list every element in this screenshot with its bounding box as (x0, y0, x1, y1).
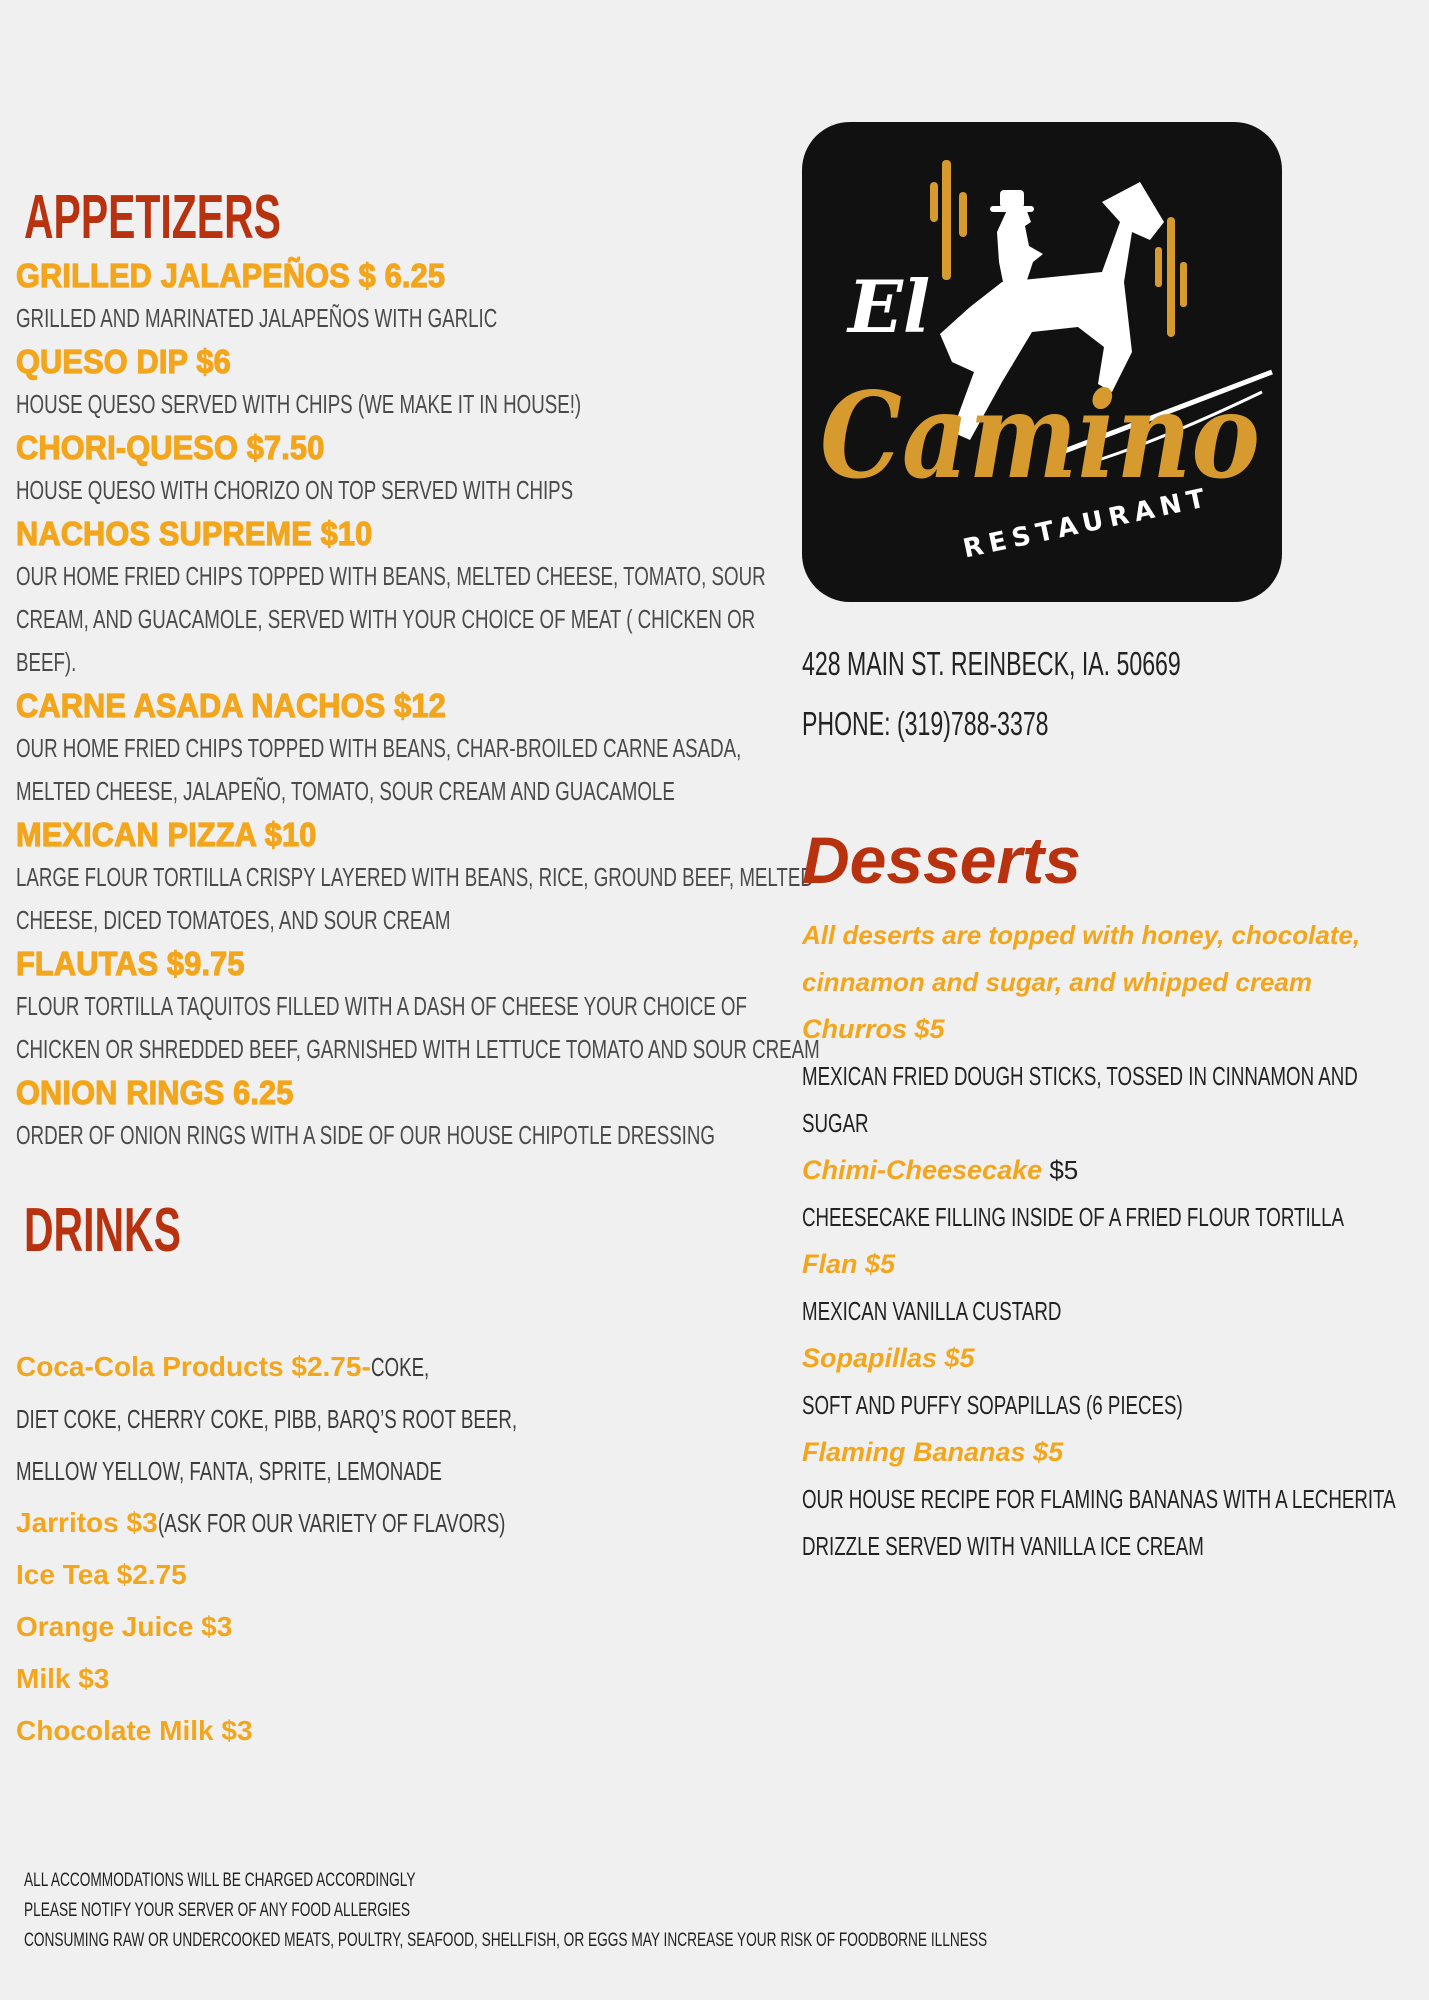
logo-word-el: El (848, 264, 931, 349)
appetizers-heading: APPETIZERS (24, 183, 281, 252)
drink-name: Coca-Cola Products $2.75- (16, 1351, 371, 1382)
appetizer-description: OUR HOME FRIED CHIPS TOPPED WITH BEANS, CHAR-BROILED CARNE ASADA, (16, 733, 742, 763)
appetizer-item (16, 942, 820, 1071)
appetizer-description: CHICKEN OR SHREDDED BEEF, GARNISHED WITH LETTUCE TOMATO AND SOUR CREAM (16, 1034, 820, 1064)
appetizer-item (16, 426, 786, 512)
appetizer-description: GRILLED AND MARINATED JALAPEÑOS WITH GARLIC (16, 303, 498, 333)
appetizer-description: ORDER OF ONION RINGS WITH A SIDE OF OUR HOUSE CHIPOTLE DRESSING (16, 1120, 715, 1150)
drink-item-jarritos (16, 1497, 776, 1549)
drink-item (16, 1601, 776, 1653)
appetizer-name: QUESO DIP $6 (16, 343, 231, 380)
drink-item (16, 1653, 776, 1705)
drink-item (16, 1549, 776, 1601)
dessert-name-text: Sopapillas $5 (802, 1343, 975, 1373)
drinks-heading: DRINKS (24, 1196, 181, 1265)
drink-name: Jarritos $3 (16, 1507, 158, 1538)
appetizer-name: MEXICAN PIZZA $10 (16, 816, 317, 853)
footer-line: PLEASE NOTIFY YOUR SERVER OF ANY FOOD ALLERGIES (24, 1900, 410, 1921)
drink-note-continued: DIET COKE, CHERRY COKE, PIBB, BARQ’S ROOT BEER, (16, 1404, 518, 1434)
drink-note-continued: MELLOW YELLOW, FANTA, SPRITE, LEMONADE (16, 1456, 442, 1486)
appetizer-description: OUR HOME FRIED CHIPS TOPPED WITH BEANS, MELTED CHEESE, TOMATO, SOUR (16, 561, 766, 591)
logo-word-restaurant: RESTAURANT (960, 482, 1214, 565)
drink-name: Chocolate Milk $3 (16, 1715, 253, 1746)
appetizer-item (16, 254, 786, 340)
footer-line: CONSUMING RAW OR UNDERCOOKED MEATS, POULTRY, SEAFOOD, SHELLFISH, OR EGGS MAY INCREASE YOUR RISK OF FOODBORNE ILLNESS (24, 1930, 988, 1951)
address-text: 428 MAIN ST. REINBECK, IA. 50669 (802, 645, 1181, 682)
appetizer-item (16, 340, 786, 426)
appetizer-name: FLAUTAS $9.75 (16, 945, 245, 982)
desserts-intro: All deserts are topped with honey, chocolate, cinnamon and sugar, and whipped cream (802, 920, 1361, 997)
horse-rider-logo-icon (802, 122, 1282, 602)
dessert-name-text: Flan $5 (802, 1249, 896, 1279)
appetizers-section (16, 182, 820, 1157)
dessert-description: SOFT AND PUFFY SOPAPILLAS (6 PIECES) (802, 1390, 1183, 1420)
dessert-name (802, 1429, 1402, 1476)
drink-list (16, 1549, 776, 1757)
appetizer-name: CARNE ASADA NACHOS $12 (16, 687, 446, 724)
footer-notes (24, 1866, 1362, 1956)
dessert-name (802, 1147, 1402, 1194)
desserts-list (802, 1006, 1402, 1570)
appetizer-item (16, 1071, 786, 1157)
appetizer-description: CHEESE, DICED TOMATOES, AND SOUR CREAM (16, 905, 451, 935)
dessert-description: DRIZZLE SERVED WITH VANILLA ICE CREAM (802, 1531, 1204, 1561)
dessert-name-text: Chimi-Cheesecake (802, 1155, 1043, 1185)
logo-word-camino: Camino (820, 366, 1260, 505)
dessert-name (802, 1006, 1402, 1053)
drink-name: Milk $3 (16, 1663, 110, 1694)
drink-name: Orange Juice $3 (16, 1611, 233, 1642)
dessert-price: $5 (1042, 1155, 1079, 1185)
appetizer-description: BEEF). (16, 647, 77, 677)
contact-info (802, 634, 1343, 754)
appetizer-item (16, 813, 814, 942)
appetizer-description: FLOUR TORTILLA TAQUITOS FILLED WITH A DASH OF CHEESE YOUR CHOICE OF (16, 991, 747, 1021)
dessert-description: SUGAR (802, 1108, 869, 1138)
drink-note: COKE, (370, 1352, 430, 1382)
appetizers-list (16, 254, 820, 1157)
dessert-description: OUR HOUSE RECIPE FOR FLAMING BANANAS WITH A LECHERITA (802, 1484, 1396, 1514)
appetizer-name: CHORI-QUESO $7.50 (16, 429, 325, 466)
drink-name: Ice Tea $2.75 (16, 1559, 187, 1590)
appetizer-name: ONION RINGS 6.25 (16, 1074, 294, 1111)
appetizer-name: NACHOS SUPREME $10 (16, 515, 373, 552)
dessert-description: CHEESECAKE FILLING INSIDE OF A FRIED FLOUR TORTILLA (802, 1202, 1344, 1232)
appetizer-description: CREAM, AND GUACAMOLE, SERVED WITH YOUR CHOICE OF MEAT ( CHICKEN OR (16, 604, 756, 634)
dessert-description: MEXICAN FRIED DOUGH STICKS, TOSSED IN CINNAMON AND (802, 1061, 1358, 1091)
drink-item (16, 1705, 776, 1757)
dessert-description: MEXICAN VANILLA CUSTARD (802, 1296, 1062, 1326)
restaurant-logo (802, 122, 1282, 602)
appetizer-description: MELTED CHEESE, JALAPEÑO, TOMATO, SOUR CREAM AND GUACAMOLE (16, 776, 675, 806)
dessert-name-text: Flaming Bananas $5 (802, 1437, 1064, 1467)
appetizer-description: LARGE FLOUR TORTILLA CRISPY LAYERED WITH BEANS, RICE, GROUND BEEF, MELTED (16, 862, 814, 892)
drinks-section (16, 1195, 776, 1757)
dessert-name-text: Churros $5 (802, 1014, 945, 1044)
appetizer-item (16, 512, 786, 684)
dessert-name (802, 1335, 1402, 1382)
appetizer-description: HOUSE QUESO SERVED WITH CHIPS (WE MAKE IT IN HOUSE!) (16, 389, 582, 419)
phone-text: PHONE: (319)788-3378 (802, 705, 1049, 742)
appetizer-name: GRILLED JALAPEÑOS $ 6.25 (16, 257, 446, 294)
dessert-name (802, 1241, 1402, 1288)
footer-line: ALL ACCOMMODATIONS WILL BE CHARGED ACCORDINGLY (24, 1870, 416, 1891)
desserts-section (802, 818, 1402, 1570)
drink-item-coca-cola (16, 1341, 776, 1393)
appetizer-description: HOUSE QUESO WITH CHORIZO ON TOP SERVED WITH CHIPS (16, 475, 574, 505)
drink-note: (ASK FOR OUR VARIETY OF FLAVORS) (157, 1508, 506, 1538)
desserts-heading: Desserts (802, 823, 1081, 897)
appetizer-item (16, 684, 786, 813)
